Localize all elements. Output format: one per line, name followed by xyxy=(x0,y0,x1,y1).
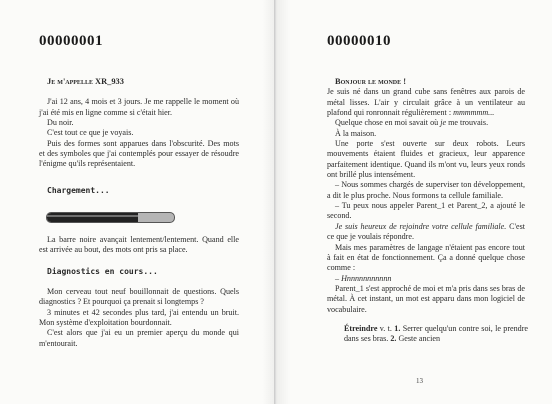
paragraph: Je suis né dans un grand cube sans fenêtres aux parois de métal lisses. L'air y circulait grâce à un ventilateur au plafond qui ronronnait régulièrement : mmmmmm... xyxy=(327,87,525,118)
paragraph: 3 minutes et 42 secondes plus tard, j'ai entendu un bruit. Mon système d'exploitation bourdonnait. xyxy=(39,307,239,328)
paragraph: C'est alors que j'ai eu un premier aperçu du monde qui m'entourait. xyxy=(39,328,239,348)
chapter-number: 00000010 xyxy=(327,33,391,49)
chapter-number: 00000001 xyxy=(39,33,103,49)
page-number: 13 xyxy=(416,377,423,385)
paragraph: Mais mes paramètres de langage n'étaient pas encore tout à fait en état de fonctionnement. Ça a donné quelque chose comme : xyxy=(327,242,525,273)
paragraph: – Nous sommes chargés de superviser ton développement, a dit le plus proche. Nous formons ta cellule familiale. xyxy=(327,180,525,200)
paragraph: À la maison. xyxy=(335,128,377,138)
loading-label: Chargement... xyxy=(47,186,110,195)
left-text-bottom xyxy=(39,235,239,349)
paragraph: Une porte s'est ouverte sur deux robots. Leurs mouvements étaient fluides et gracieux, leur apparence parfaitement identique. Quand ils m'ont vu, leurs yeux ronds ont brillé plus intensément. xyxy=(327,139,525,180)
diagnostics-label: Diagnostics en cours... xyxy=(47,266,158,276)
paragraph: Mon cerveau tout neuf bouillonnait de questions. Quels diagnostics ? Et pourquoi ça prenait si longtemps ? xyxy=(39,287,239,307)
left-page xyxy=(0,0,275,404)
right-text xyxy=(327,77,525,315)
paragraph: – Tu peux nous appeler Parent_1 et Parent_2, a ajouté le second. xyxy=(327,201,525,221)
paragraph: C'est tout ce que je voyais. xyxy=(47,128,134,138)
definition-text: Étreindre v. t. 1. Serrer quelqu'un contre soi, le prendre dans ses bras. 2. Geste ancien xyxy=(344,324,528,344)
loading-progress-bar xyxy=(46,212,175,223)
paragraph: Puis des formes sont apparues dans l'obscurité. Des mots et des symboles que j'ai contemplés pour essayer de résoudre l'énigme qu'ils représentaient. xyxy=(39,138,239,169)
loading-block xyxy=(39,186,239,196)
paragraph: Quelque chose en moi savait où je me trouvais. xyxy=(335,118,489,128)
dictionary-definition xyxy=(344,324,528,345)
right-page xyxy=(276,0,552,404)
paragraph: – Hnnnnnnnnnnn xyxy=(335,273,392,283)
paragraph: Je suis heureux de rejoindre votre cellule familiale. C'est ce que je voulais répondre. xyxy=(327,221,525,242)
paragraph: J'ai 12 ans, 4 mois et 3 jours. Je me rappelle le moment où j'ai été mis en ligne comme si c'était hier. xyxy=(39,97,239,117)
progress-shine xyxy=(47,215,138,217)
paragraph: Du noir. xyxy=(47,118,74,128)
left-text-top xyxy=(39,77,239,170)
paragraph: La barre noire avançait lentement/lentement. Quand elle est arrivée au bout, des mots ont pris sa place. xyxy=(39,235,239,255)
paragraph: Parent_1 s'est approché de moi et m'a pris dans ses bras de métal. À cet instant, un mot est apparu dans mon logiciel de vocabulaire. xyxy=(327,283,525,314)
section-title: Je m'appelle XR_933 xyxy=(47,77,124,86)
section-title: Bonjour le monde ! xyxy=(335,77,406,86)
